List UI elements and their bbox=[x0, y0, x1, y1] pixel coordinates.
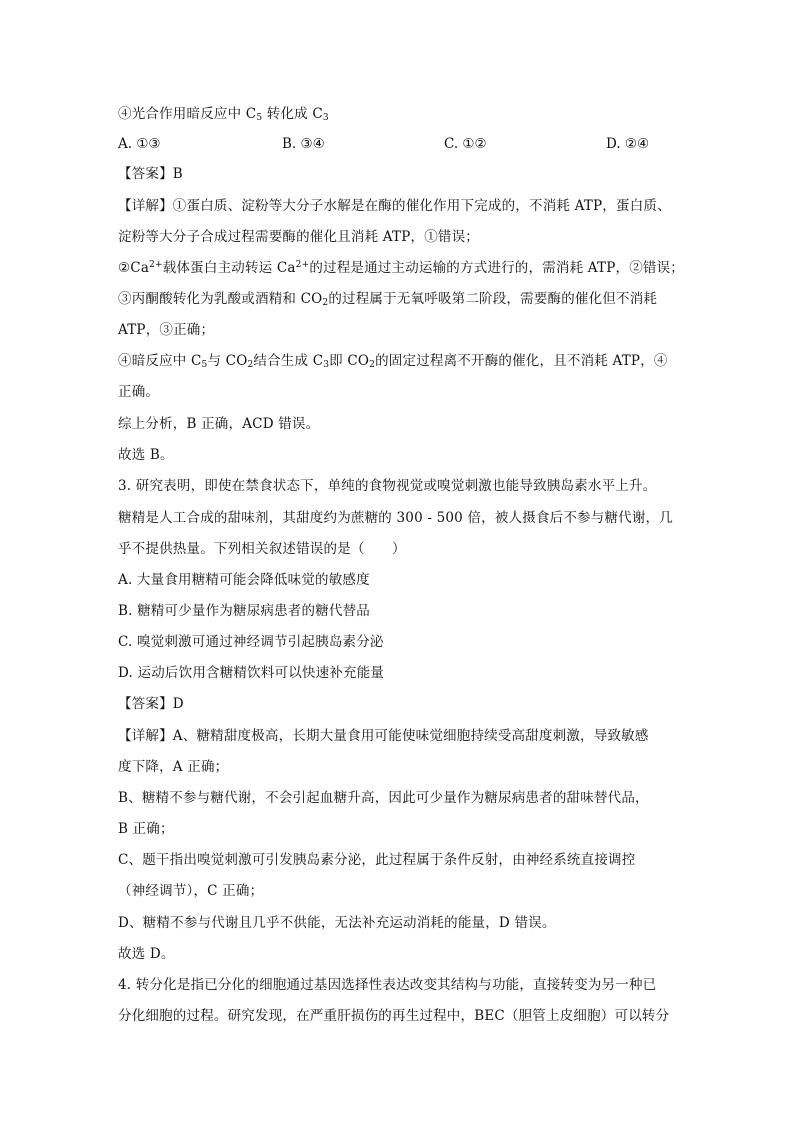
text-c: 的过程是通过主动运输的方式进行的，需消耗 ATP，②错误； bbox=[309, 260, 685, 276]
q2-option-d: D. ②④ bbox=[606, 136, 650, 152]
subscript: 2 bbox=[322, 298, 329, 308]
q3-detail-line-6: （神经调节），C 正确； bbox=[118, 883, 264, 899]
q2-option-a: A. ①③ bbox=[118, 136, 161, 152]
q3-stem-line-3: 乎不提供热量。下列相关叙述错误的是（ ） bbox=[118, 541, 406, 557]
q3-stem-line-1: 3. 研究表明，即使在禁食状态下，单纯的食物视觉或嗅觉刺激也能导致胰岛素水平上升。 bbox=[118, 478, 657, 494]
q2-answer: 【答案】B bbox=[118, 166, 183, 182]
subscript: 2 bbox=[369, 360, 376, 370]
q3-option-a: A. 大量食用糖精可能会降低味觉的敏感度 bbox=[118, 572, 370, 588]
q2-option-b: B. ③④ bbox=[282, 136, 325, 152]
q3-detail-line-1: 【详解】A、糖精甜度极高，长期大量食用可能使味觉细胞持续受高甜度刺激，导致敏感 bbox=[118, 728, 649, 744]
q2-item-4-text-b: 转化成 C bbox=[262, 106, 323, 122]
q2-item-4 bbox=[118, 104, 329, 124]
text-c: 结合生成 C bbox=[253, 353, 324, 369]
text-b: 载体蛋白主动转运 Ca bbox=[162, 260, 296, 276]
q2-detail-line-3 bbox=[118, 258, 684, 278]
superscript: 2+ bbox=[295, 260, 310, 270]
text-a: ④暗反应中 C bbox=[118, 353, 202, 369]
q3-option-c: C. 嗅觉刺激可通过神经调节引起胰岛素分泌 bbox=[118, 634, 384, 650]
q4-stem-line-1: 4. 转分化是指已分化的细胞通过基因选择性表达改变其结构与功能，直接转变为另一种已 bbox=[118, 977, 657, 993]
q3-stem-line-2: 糖精是人工合成的甜味剂，其甜度约为蔗糖的 300 - 500 倍，被人摄食后不参与糖代谢，几 bbox=[118, 510, 673, 526]
q2-detail-line-1: 【详解】①蛋白质、淀粉等大分子水解是在酶的催化作用下完成的，不消耗 ATP，蛋白质、 bbox=[118, 198, 671, 214]
q2-option-c: C. ①② bbox=[444, 136, 487, 152]
q3-option-b: B. 糖精可少量作为糖尿病患者的糖代替品 bbox=[118, 603, 371, 619]
q3-option-d: D. 运动后饮用含糖精饮料可以快速补充能量 bbox=[118, 665, 385, 681]
text-e: 的固定过程离不开酶的催化，且不消耗 ATP，④ bbox=[375, 353, 668, 369]
text-a: ②Ca bbox=[118, 260, 150, 276]
q3-choose: 故选 D。 bbox=[118, 946, 175, 962]
q3-detail-line-2: 度下降，A 正确； bbox=[118, 759, 229, 775]
q2-detail-line-4 bbox=[118, 289, 657, 309]
q2-summary: 综上分析，B 正确，ACD 错误。 bbox=[118, 416, 320, 432]
q2-choose: 故选 B。 bbox=[118, 447, 174, 463]
text-b: 与 CO bbox=[207, 353, 248, 369]
subscript: 5 bbox=[201, 360, 208, 370]
subscript: 2 bbox=[247, 360, 254, 370]
q3-detail-line-5: C、题干指出嗅觉刺激可引发胰岛素分泌，此过程属于条件反射，由神经系统直接调控 bbox=[118, 852, 636, 868]
q3-detail-line-7: D、糖精不参与代谢且几乎不供能，无法补充运动消耗的能量，D 错误。 bbox=[118, 915, 556, 931]
subscript: 5 bbox=[256, 113, 263, 123]
q2-detail-line-6 bbox=[118, 351, 668, 371]
q2-item-4-text-a: ④光合作用暗反应中 C bbox=[118, 106, 257, 122]
q2-detail-line-2: 淀粉等大分子合成过程需要酶的催化且消耗 ATP，①错误； bbox=[118, 229, 479, 245]
q4-stem-line-2: 分化细胞的过程。研究发现，在严重肝损伤的再生过程中，BEC（胆管上皮细胞）可以转分 bbox=[118, 1008, 670, 1024]
q2-detail-line-7: 正确。 bbox=[118, 384, 160, 400]
subscript: 3 bbox=[322, 113, 329, 123]
superscript: 2+ bbox=[149, 260, 163, 270]
q2-detail-line-5: ATP，③正确； bbox=[118, 322, 215, 338]
text-a: ③丙酮酸转化为乳酸或酒精和 CO bbox=[118, 291, 323, 307]
subscript: 3 bbox=[323, 360, 330, 370]
text-b: 的过程属于无氧呼吸第二阶段，需要酶的催化但不消耗 bbox=[328, 291, 658, 307]
q3-answer: 【答案】D bbox=[118, 696, 184, 712]
q3-detail-line-4: B 正确； bbox=[118, 821, 174, 837]
q3-detail-line-3: B、糖精不参与糖代谢，不会引起血糖升高，因此可少量作为糖尿病患者的甜味替代品， bbox=[118, 790, 649, 806]
text-d: 即 CO bbox=[329, 353, 370, 369]
